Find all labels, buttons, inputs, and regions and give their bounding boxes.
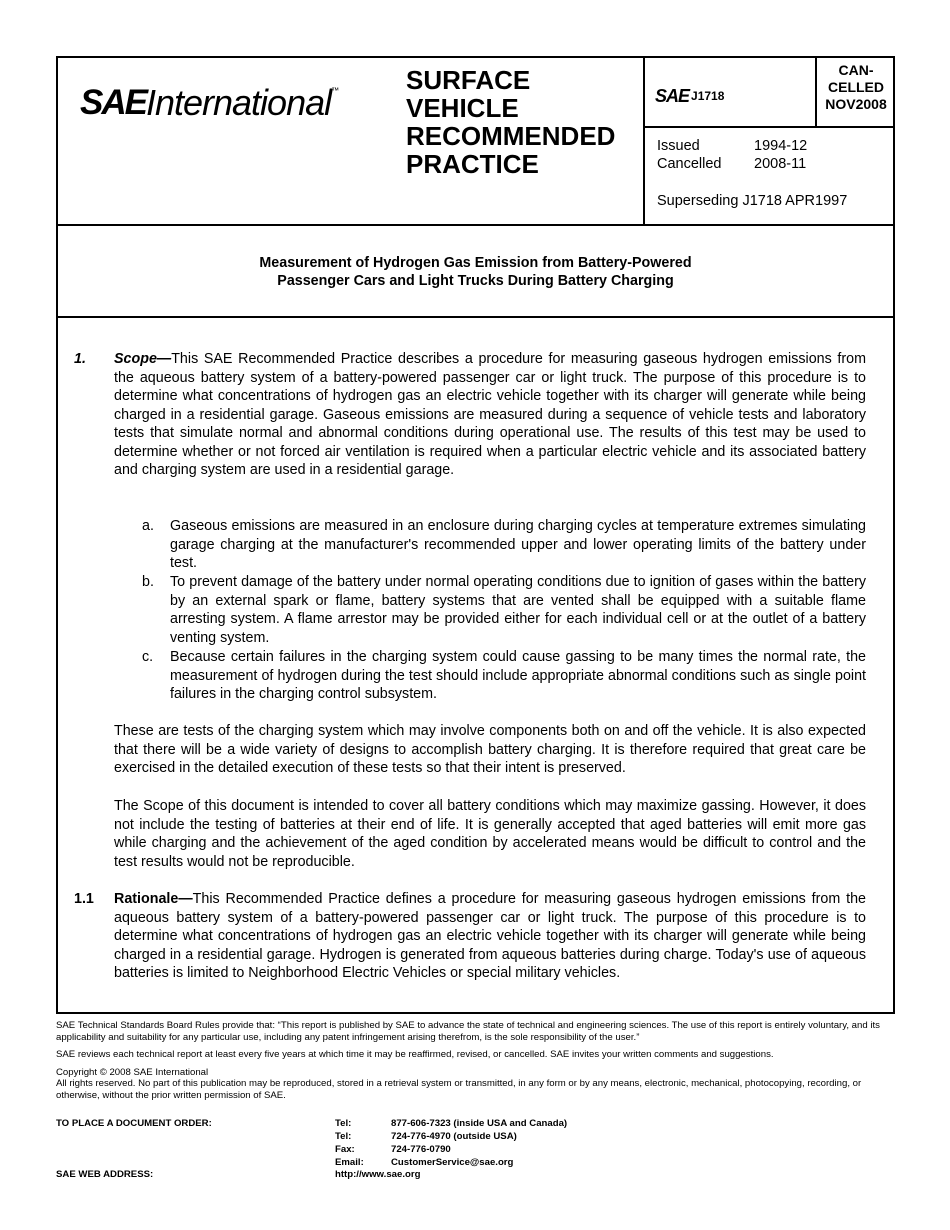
sae-international-logo bbox=[80, 82, 339, 126]
tel1-label: Tel: bbox=[335, 1118, 352, 1129]
document-dates bbox=[657, 138, 807, 173]
document-title bbox=[58, 226, 893, 318]
scope-paragraph bbox=[114, 350, 866, 480]
status-line: CAN- bbox=[838, 62, 874, 78]
cancelled-row bbox=[657, 156, 807, 174]
logo-trademark: ™ bbox=[331, 86, 340, 95]
cancelled-status-box bbox=[815, 58, 895, 126]
review-note: SAE reviews each technical report at least every five years at which time it may be reaffirmed, revised, or cancelled. SAE invites your written comments and suggestions. bbox=[56, 1049, 774, 1061]
document-frame bbox=[56, 56, 895, 1014]
status-line: CELLED bbox=[828, 79, 884, 95]
document-number: J1718 bbox=[691, 89, 725, 103]
list-item-text: To prevent damage of the battery under normal operating conditions due to ignition of gases within the battery by an external spark or flame, battery systems that are vented shall be equipped with a suitable flame arresting system. A flame arrestor may be provided either for each individual cell or at the outlet of a battery venting system. bbox=[170, 574, 866, 646]
issued-value: 1994-12 bbox=[754, 138, 808, 154]
list-marker: b. bbox=[142, 574, 154, 590]
document-header bbox=[58, 58, 893, 226]
title-line: Passenger Cars and Light Trucks During Battery Charging bbox=[277, 273, 674, 289]
tel2-label: Tel: bbox=[335, 1131, 352, 1142]
cancelled-label: Cancelled bbox=[657, 155, 722, 172]
email-label: Email: bbox=[335, 1157, 364, 1168]
list-marker: a. bbox=[142, 518, 154, 534]
document-type bbox=[406, 66, 646, 178]
document-id-row bbox=[645, 58, 895, 128]
rights-note: All rights reserved. No part of this publication may be reproduced, stored in a retrieval system or transmitted, in any form or by any means, electronic, mechanical, photocopying, recording, or otherwise, without the prior written permission of SAE. bbox=[56, 1078, 862, 1101]
logo-international-text: International bbox=[145, 82, 332, 123]
rationale-paragraph bbox=[114, 890, 866, 983]
list-item-text: Gaseous emissions are measured in an enclosure during charging cycles at temperature extremes simulating garage charging at the manufacturer's recommended upper and lower operating limits of the battery under test. bbox=[170, 518, 866, 571]
fax-value: 724-776-0790 bbox=[391, 1144, 451, 1155]
title-line: Measurement of Hydrogen Gas Emission from Battery-Powered bbox=[259, 255, 692, 271]
rationale-heading: Rationale— bbox=[114, 891, 193, 907]
issued-label: Issued bbox=[657, 138, 700, 154]
standards-rules-note: SAE Technical Standards Board Rules provide that: “This report is published by SAE to advance the state of technical and engineering sciences. The use of this report is entirely voluntary, and its applicability and suitability for any particular use, including any patent infringement arising therefrom, is the sole responsibility of the user.” bbox=[56, 1020, 880, 1043]
email-link[interactable]: CustomerService@sae.org bbox=[391, 1157, 514, 1168]
web-address-label: SAE WEB ADDRESS: bbox=[56, 1169, 154, 1180]
scope-paragraph-3: The Scope of this document is intended to cover all battery conditions which may maximize gassing. However, it does not include the testing of batteries at their end of life. It is generally accepted that aged batteries will emit more gas while charging and the achievement of the aged condition by accelerated means would be difficult to control and the test results would not be reproducible. bbox=[114, 798, 866, 870]
small-sae-logo: SAE bbox=[655, 86, 690, 106]
logo-sae-text: SAE bbox=[80, 83, 146, 122]
doc-type-line: RECOMMENDED bbox=[406, 121, 616, 151]
legal-footer bbox=[56, 1020, 896, 1102]
list-item bbox=[142, 648, 866, 704]
fax-label: Fax: bbox=[335, 1144, 355, 1155]
list-marker: c. bbox=[142, 649, 154, 665]
list-item bbox=[142, 517, 866, 573]
subsection-number: 1.1 bbox=[74, 891, 94, 907]
doc-type-line: PRACTICE bbox=[406, 149, 539, 179]
web-address-link[interactable]: http://www.sae.org bbox=[335, 1169, 421, 1180]
scope-heading: Scope— bbox=[114, 351, 172, 367]
issued-row bbox=[657, 138, 807, 156]
rationale-text: This Recommended Practice defines a procedure for measuring gaseous hydrogen emissions from the aqueous battery system of a battery-powered passenger car or light truck. The purpose of this procedure is to determine what concentrations of hydrogen gas an electric vehicle together with its charger will generate while being charged in a residential garage. Hydrogen is generated from aqueous batteries during charge. Today's use of aqueous batteries is limited to Neighborhood Electric Vehicles or special military vehicles. bbox=[114, 891, 866, 981]
section-number: 1. bbox=[74, 351, 86, 367]
tel2-value: 724-776-4970 (outside USA) bbox=[391, 1131, 517, 1142]
list-item bbox=[142, 573, 866, 647]
scope-paragraph-2: These are tests of the charging system which may involve components both on and off the vehicle. It is also expected that there will be a wide variety of designs to accomplish battery charging. It is therefore required that great care be exercised in the detailed execution of these tests so that their intent is preserved. bbox=[114, 723, 866, 776]
status-line: NOV2008 bbox=[825, 96, 887, 112]
tel1-value: 877-606-7323 (inside USA and Canada) bbox=[391, 1118, 568, 1129]
list-item-text: Because certain failures in the charging system could cause gassing to be many times the normal rate, the measurement of hydrogen during the test should include appropriate abnormal conditions such as single point failures in the charging control subsystem. bbox=[170, 649, 866, 702]
document-info-panel bbox=[643, 58, 893, 224]
copyright-line: Copyright © 2008 SAE International bbox=[56, 1066, 209, 1078]
superseding-note: Superseding J1718 APR1997 bbox=[657, 193, 848, 209]
doc-type-line: VEHICLE bbox=[406, 93, 519, 123]
scope-text: This SAE Recommended Practice describes a procedure for measuring gaseous hydrogen emissions from the aqueous battery system of a battery-powered passenger car or light truck. The purpose of this procedure is to determine what concentrations of hydrogen gas an electric vehicle together with its charger will generate while being charged in a residential garage. Gaseous emissions are measured during a sequence of vehicle tests and laboratory tests that simulate normal and abnormal conditions during operational use. The results of this test may be used to determine whether or not forced air ventilation is required when a particular electric vehicle and its associated battery and charging system are used in a residential garage. bbox=[114, 351, 866, 478]
order-label: TO PLACE A DOCUMENT ORDER: bbox=[56, 1118, 212, 1129]
doc-type-line: SURFACE bbox=[406, 65, 531, 95]
cancelled-value: 2008-11 bbox=[754, 155, 807, 172]
document-id bbox=[655, 86, 724, 107]
